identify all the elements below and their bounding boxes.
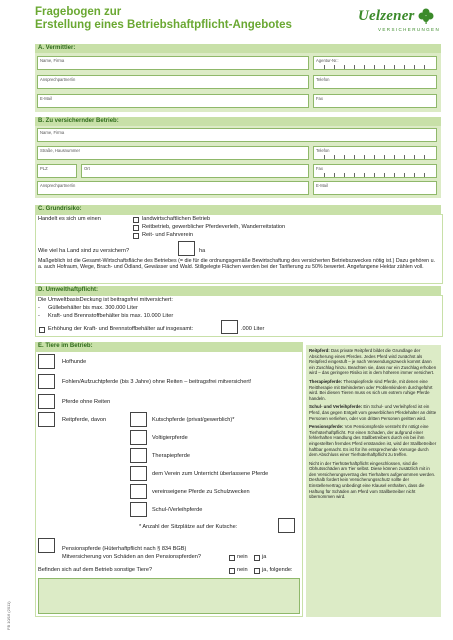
schul-verleih-input[interactable]	[130, 502, 147, 517]
therapiepferde-label: Therapiepferde	[152, 453, 190, 459]
pferde-ohne-reiten-input[interactable]	[38, 394, 55, 409]
reitbetrieb-checkbox[interactable]	[133, 225, 139, 231]
pensionspferde-label: Pensionspferde (Hüterhaftpflicht nach § 834 BGB)	[62, 546, 187, 552]
sonstige-nein-checkbox[interactable]	[229, 568, 235, 574]
land-ha-input[interactable]	[178, 241, 195, 256]
info-schul	[309, 404, 438, 421]
kutschpferde-label: Kutschpferde (privat/gewerblich)*	[152, 417, 235, 423]
betrieb-plz-field[interactable]	[37, 164, 77, 178]
vermittler-telefon-label: Telefon	[316, 77, 330, 82]
clover-icon	[418, 8, 434, 24]
logo-wordmark: Uelzener	[358, 8, 415, 24]
fohlen-label: Fohlen/Aufzuchtpferde (bis 3 Jahre) ohne Reiten – beitragsfrei mitversichert!	[62, 379, 252, 385]
info-therapie	[309, 379, 438, 401]
umwelt-item2: Kraft- und Brennstoffbehälter bis max. 10.000 Liter	[48, 313, 174, 319]
section-a-body	[35, 53, 441, 112]
sitzplatz-label: * Anzahl der Sitzplätze auf der Kutsche:	[139, 524, 238, 530]
agentur-nr-field[interactable]	[313, 56, 437, 70]
betrieb-email-field[interactable]	[313, 181, 437, 195]
schul-verleih-label: Schul-/Verleihpferde	[152, 507, 203, 513]
agentur-nr-label: Agentur-Nr.:	[316, 58, 339, 63]
info-schul-title: Schul- und Verleihpferde:	[309, 404, 363, 410]
betrieb-plz-label: PLZ	[40, 166, 48, 171]
info-therapie-title: Therapiepferde:	[309, 378, 343, 384]
voltigierpferde-input[interactable]	[130, 430, 147, 445]
pension-ja-checkbox[interactable]	[254, 555, 260, 561]
reitverein-checkbox[interactable]	[133, 233, 139, 239]
info-therapie-text: Therapiepferde sind Pferde, mit denen eine Reittherapie mit Behinderten oder Problemkindern durchgeführt wird. Bei diesen Tieren muss es sich um extrem ruhige Pferde handeln.	[309, 378, 433, 401]
vermittler-name-field[interactable]	[37, 56, 309, 70]
sonstige-tiere-textarea[interactable]	[38, 578, 300, 614]
section-e-body	[35, 351, 303, 617]
info-obhut: Nicht in der Tierhüterhaftpflicht eingeschlossen, sind die Obhutsschäden am Tier selbst. Diese können zusätzlich mit in den Versicherungsvertrag des Tierhalters aufgenommen werden. Deshalb fordert kein Versicherungsschutz sollte der Einstellervertrag unbedingt eine Klausel enthalten, dass die Haftung für Schäden am Pferd vom Stallbetreiber nicht übernommen wird.	[309, 460, 436, 500]
sonstige-ja-label: ja, folgende:	[262, 567, 293, 573]
pension-nein-checkbox[interactable]	[229, 555, 235, 561]
section-b-header: B. Zu versichernder Betrieb:	[35, 117, 441, 126]
info-reitpferd	[309, 348, 438, 376]
therapiepferde-input[interactable]	[130, 448, 147, 463]
vermittler-email-field[interactable]	[37, 94, 309, 108]
info-pension-text: Von Pensionspferde versteht Ihr nötigt eine Tierhüterhaftpflicht. Für einen Schaden, der aufgrund einer fehlerhaften Handlung des Stallbetreibers durch ein bei ihm eingestellten fremdes Pferd entstanden ist, wird der Stallbetreiber haftbar gemacht. Es ist für ihn entsprechende Vorsorge durch dem Abschluss einer Tierhüterhaftpflicht zu treffen.	[309, 424, 437, 458]
betrieb-telefon-label: Telefon	[316, 148, 330, 153]
vermittler-email-label: E-Mail	[40, 96, 52, 101]
reitpferde-input[interactable]	[38, 412, 55, 427]
reitpferde-label: Reitpferde, davon	[62, 417, 107, 423]
kutschpferde-input[interactable]	[130, 412, 147, 427]
hofhunde-input[interactable]	[38, 354, 55, 369]
info-schul-text: Ein Schul- und Verleihpferd ist ein Pferd, das gegen Entgelt vom gewerblichen Pferdehalter an dritte Personen verliehen, oder von dritten Personen geritten wird.	[309, 404, 437, 421]
info-reitpferd-title: Reitpferd:	[309, 348, 330, 353]
title-line-2: Erstellung eines Betriebshaftpflicht-Angebotes	[35, 19, 292, 31]
reitverein-label: Reit- und Fahrverein	[142, 232, 193, 238]
logo-subtitle: VERSICHERUNGEN	[378, 27, 441, 32]
land-question: Wie viel ha Land sind zu versichern?	[38, 248, 130, 254]
landwirtschaft-label: landwirtschaftlichen Betrieb	[142, 216, 211, 222]
betrieb-ansprechpartner-label: Ansprechpartner/in	[40, 183, 76, 188]
section-c-header: C. Grundrisiko:	[35, 205, 441, 214]
pension-nein-label: nein	[237, 554, 248, 560]
info-sidebar	[306, 345, 441, 617]
vermittler-ansprechpartner-label: Ansprechpartner/in	[40, 77, 76, 82]
form-code: FB 10/16 (2011)	[6, 601, 11, 630]
land-unit: ha	[199, 248, 206, 254]
schulzwecke-input[interactable]	[130, 484, 147, 499]
info-pension	[309, 424, 438, 458]
vermittler-fax-label: Fax	[316, 96, 323, 101]
umwelt-line1: Die UmweltbasisDeckung ist beitragsfrei mitversichert:	[38, 297, 173, 303]
betrieb-email-label: E-Mail	[316, 183, 328, 188]
section-a-header: A. Vermittler:	[35, 44, 441, 53]
section-c-body	[35, 214, 443, 284]
reitbetrieb-label: Reitbetrieb, gewerblicher Pferdeverleih, Wanderreitstation	[142, 224, 286, 230]
vermittler-name-label: Name, Firma	[40, 58, 65, 63]
schulzwecke-label: vereinseigene Pferde zu Schulzwecken	[152, 489, 250, 495]
erhoehung-liter-input[interactable]	[221, 320, 238, 334]
erhoehung-unit: .000 Liter	[241, 326, 265, 332]
umwelt-item1: Güllebehälter bis max. 300.000 Liter	[48, 305, 138, 311]
grundrisiko-note: Maßgeblich ist die Gesamt-Wirtschaftsfläche des Betriebes (= die für die ordnungsgemäße Bewirtschaftung des versicherten Betriebszweckes nötig ist.) Dazu gehören u. a. auch Hofraum, Wege, Brach- und Ödland, Gewässer und Wald. Stillgelegte Flächen werden bei der Tarifierung zu 50% bewertet. Angefangene Hektar zählen voll.	[38, 258, 436, 271]
page-title	[35, 6, 292, 32]
title-line-1: Fragebogen zur	[35, 6, 122, 18]
vermittler-fax-field[interactable]	[313, 94, 437, 108]
betrieb-name-label: Name, Firma	[40, 130, 65, 135]
umwelt-dash2: -	[38, 313, 40, 319]
brand-logo	[358, 8, 433, 28]
sonstige-nein-label: nein	[237, 567, 248, 573]
erhoehung-checkbox[interactable]	[39, 327, 45, 333]
pension-ja-label: ja	[262, 554, 267, 560]
section-d-header: D. Umwelthaftpflicht:	[35, 286, 441, 295]
pension-mitversicherung-question: Mitversicherung von Schäden an den Pensionspferden?	[62, 554, 202, 560]
umwelt-dash1: -	[38, 305, 40, 311]
grundrisiko-intro: Handelt es sich um einen	[38, 216, 101, 222]
section-e-header: E. Tiere im Betrieb:	[35, 342, 303, 351]
sonstige-tiere-question: Befinden sich auf dem Betrieb sonstige Tiere?	[38, 567, 153, 573]
hofhunde-label: Hofhunde	[62, 359, 87, 365]
vermittler-telefon-field[interactable]	[313, 75, 437, 89]
section-d-body	[35, 295, 443, 337]
info-pension-title: Pensionspferde:	[309, 424, 344, 430]
betrieb-fax-field[interactable]	[313, 164, 437, 178]
erhoehung-label: Erhöhung der Kraft- und Brennstoffbehälter auf insgesamt:	[48, 326, 194, 332]
betrieb-strasse-label: Straße, Hausnummer	[40, 148, 81, 153]
pferde-ohne-reiten-label: Pferde ohne Reiten	[62, 399, 111, 405]
info-reitpferd-text: Das private Reitpferd bildet die Grundlage der Absicherung eines Pferdes. Jedes Pferd wird zunächst als Reitpferd eingestuft – je nach Verwendungszweck kommt dann ein Zuschlag hinzu. Beachten sie, dass nur ein Zuschlag erhoben wird – das geringere Risiko ist in dem höheren immer versichert.	[309, 348, 437, 376]
sonstige-ja-checkbox[interactable]	[254, 568, 260, 574]
vereinsunterricht-label: dem Verein zum Unterricht überlassene Pferde	[152, 471, 269, 477]
sitzplatz-input[interactable]	[278, 518, 295, 533]
fohlen-input[interactable]	[38, 374, 55, 389]
betrieb-strasse-field[interactable]	[37, 146, 309, 160]
landwirtschaft-checkbox[interactable]	[133, 217, 139, 223]
voltigierpferde-label: Voltigierpferde	[152, 435, 188, 441]
betrieb-ansprechpartner-field[interactable]	[37, 181, 309, 195]
betrieb-fax-label: Fax	[316, 166, 323, 171]
pensionspferde-input[interactable]	[38, 538, 55, 553]
vermittler-ansprechpartner-field[interactable]	[37, 75, 309, 89]
betrieb-ort-field[interactable]	[81, 164, 309, 178]
vereinsunterricht-input[interactable]	[130, 466, 147, 481]
betrieb-telefon-field[interactable]	[313, 146, 437, 160]
section-b-body	[35, 126, 441, 198]
betrieb-name-field[interactable]	[37, 128, 437, 142]
betrieb-ort-label: Ort	[84, 166, 90, 171]
